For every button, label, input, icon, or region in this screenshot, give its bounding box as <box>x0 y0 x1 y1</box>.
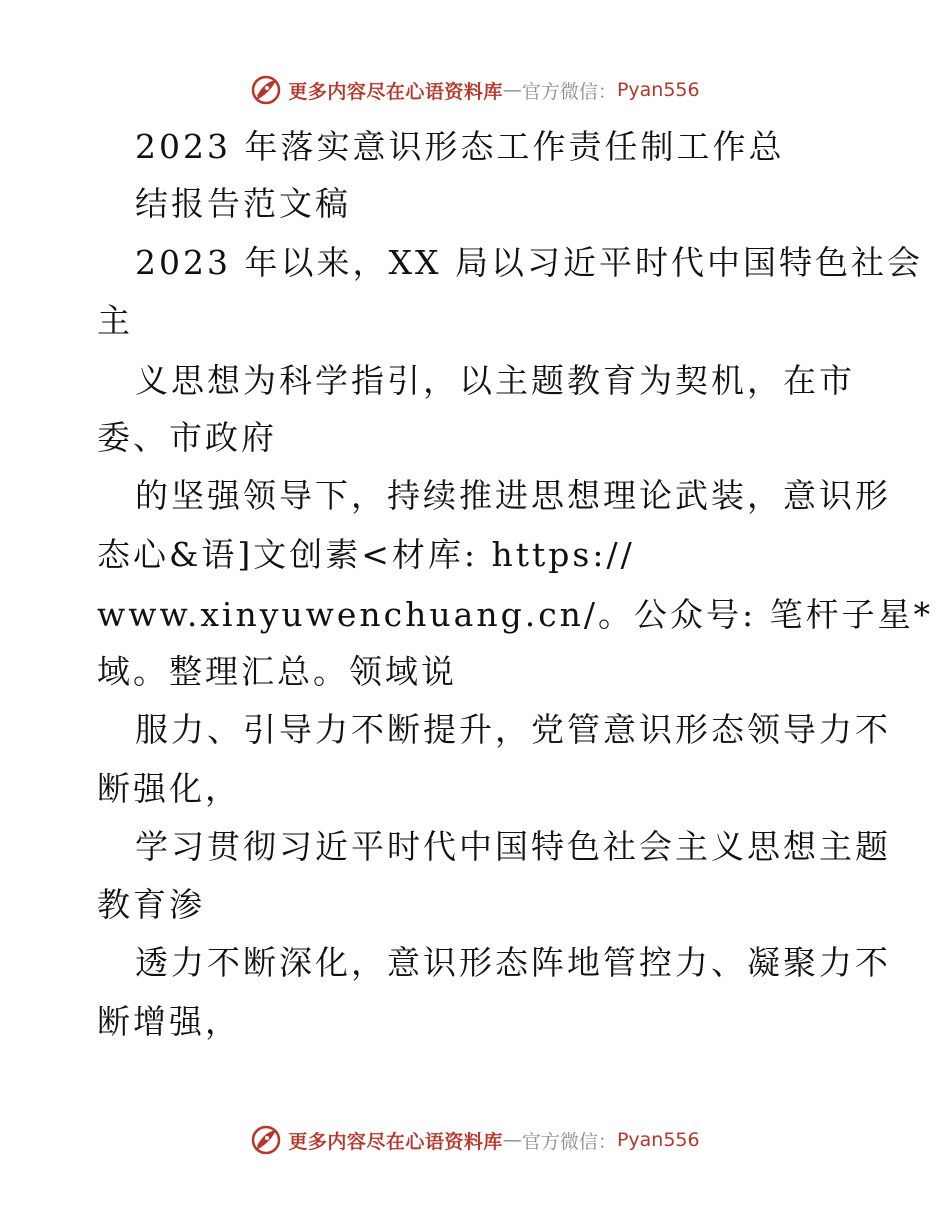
body-line: 断增强， <box>97 1002 241 1041</box>
watermark-dash: — <box>502 1129 522 1151</box>
watermark-wechat-id: Pyan556 <box>616 79 700 101</box>
body-line: 2023 年以来，XX 局以习近平时代中国特色社会 <box>135 243 923 282</box>
body-line: 义思想为科学指引，以主题教育为契机，在市 <box>135 361 855 400</box>
footer-watermark <box>0 1120 950 1160</box>
body-line: 学习贯彻习近平时代中国特色社会主义思想主题 <box>135 827 891 866</box>
watermark-text: 更多内容尽在心语资料库 <box>288 80 503 103</box>
watermark-wechat-label: 官方微信： <box>521 80 617 103</box>
body-line: 服力、引导力不断提升，党管意识形态领导力不 <box>135 710 891 749</box>
title-line-1: 2023 年落实意识形态工作责任制工作总 <box>135 127 785 166</box>
body-line: 的坚强领导下，持续推进思想理论武装，意识形 <box>135 476 891 515</box>
header-watermark <box>0 70 950 110</box>
watermark-text: 更多内容尽在心语资料库 <box>288 1130 503 1153</box>
watermark-wechat-id: Pyan556 <box>616 1129 700 1151</box>
body-line: 态心&语]文创素<材库: https:// <box>97 535 635 574</box>
body-line: 域。整理汇总。领域说 <box>97 652 457 691</box>
body-line: www.xinyuwenchuang.cn/。公众号: 笔杆子星* <box>97 595 934 634</box>
watermark-dash: — <box>502 79 522 101</box>
pen-nib-logo-icon <box>250 74 282 106</box>
pen-nib-logo-icon <box>250 1124 282 1156</box>
body-line: 断强化， <box>97 769 241 808</box>
title-line-2: 结报告范文稿 <box>135 184 351 223</box>
body-line: 委、市政府 <box>97 418 277 457</box>
body-line: 透力不断深化，意识形态阵地管控力、凝聚力不 <box>135 943 891 982</box>
body-line: 主 <box>97 301 133 340</box>
watermark-wechat-label: 官方微信： <box>521 1130 617 1153</box>
body-line: 教育渗 <box>97 885 205 924</box>
